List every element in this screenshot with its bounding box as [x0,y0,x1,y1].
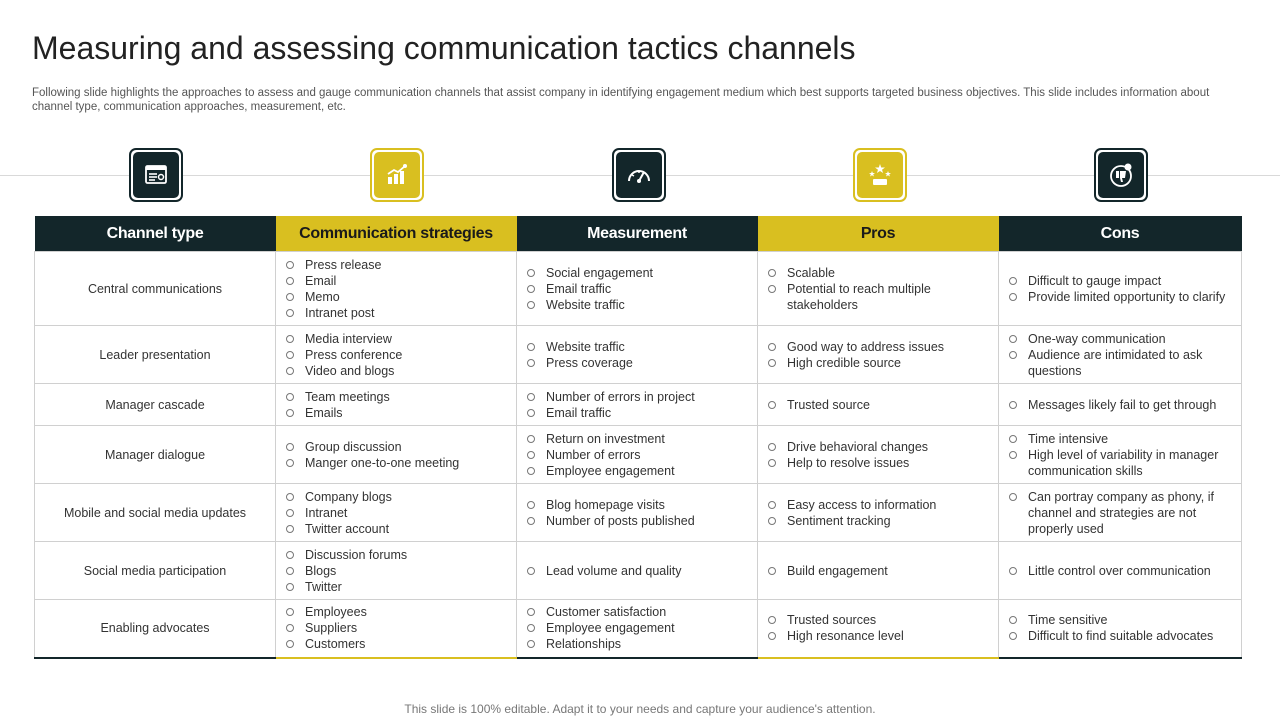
cell-strategies [276,252,517,326]
list-item: Time intensive [1009,431,1231,447]
cell-cons [999,600,1242,658]
list-item: Website traffic [527,339,747,355]
table-row [35,484,1242,542]
measurement-list [527,339,747,371]
header-communication-strategies: Communication strategies [276,216,517,252]
cons-list [1009,431,1231,479]
list-item: High resonance level [768,628,988,644]
measurement-list [527,604,747,652]
table-row [35,542,1242,600]
cell-cons [999,426,1242,484]
header-cons: Cons [999,216,1242,252]
list-item: Memo [286,289,506,305]
footer-note: This slide is 100% editable. Adapt it to your needs and capture your audience's attention. [404,702,876,716]
cell-channel-type: Manager dialogue [35,426,276,484]
cell-pros [758,384,999,426]
list-item: High level of variability in manager communication skills [1009,447,1231,479]
list-item: High credible source [768,355,988,371]
header-channel-type: Channel type [35,216,276,252]
list-item: Trusted sources [768,612,988,628]
list-item: Blog homepage visits [527,497,747,513]
cell-channel-type: Manager cascade [35,384,276,426]
cell-cons [999,326,1242,384]
list-item: Can portray company as phony, if channel and strategies are not properly used [1009,489,1231,537]
cell-measurement [517,484,758,542]
measurement-list [527,497,747,529]
list-item: Email traffic [527,281,747,297]
table-row [35,600,1242,658]
list-item: Company blogs [286,489,506,505]
cell-strategies [276,326,517,384]
table-header-row [35,216,1242,252]
cons-list [1009,563,1231,579]
page-title: Measuring and assessing communication tactics channels [32,30,856,66]
cell-cons [999,484,1242,542]
list-item: Difficult to gauge impact [1009,273,1231,289]
pros-list [768,612,988,644]
cell-strategies [276,384,517,426]
list-item: Email traffic [527,405,747,421]
list-item: Difficult to find suitable advocates [1009,628,1231,644]
cons-list [1009,397,1231,413]
table-row [35,426,1242,484]
list-item: Twitter account [286,521,506,537]
list-item: Number of errors [527,447,747,463]
cell-pros [758,252,999,326]
list-item: Press conference [286,347,506,363]
cell-channel-type: Mobile and social media updates [35,484,276,542]
pros-list [768,439,988,471]
list-item: Drive behavioral changes [768,439,988,455]
list-item: Good way to address issues [768,339,988,355]
measurement-list [527,265,747,313]
speedometer-icon [612,148,666,202]
list-item: Help to resolve issues [768,455,988,471]
cell-measurement [517,600,758,658]
list-item: Suppliers [286,620,506,636]
cell-pros [758,542,999,600]
list-item: Manger one-to-one meeting [286,455,506,471]
list-item: Return on investment [527,431,747,447]
list-item: Press coverage [527,355,747,371]
list-item: Customer satisfaction [527,604,747,620]
list-item: Number of errors in project [527,389,747,405]
list-item: Easy access to information [768,497,988,513]
cell-channel-type: Leader presentation [35,326,276,384]
list-item: Twitter [286,579,506,595]
cell-measurement [517,252,758,326]
pros-list [768,339,988,371]
cell-measurement [517,542,758,600]
list-item: Blogs [286,563,506,579]
growth-chart-icon [370,148,424,202]
list-item: Employees [286,604,506,620]
list-item: Scalable [768,265,988,281]
strategies-list [286,439,506,471]
cell-measurement [517,326,758,384]
cell-strategies [276,600,517,658]
list-item: Number of posts published [527,513,747,529]
page-subtitle: Following slide highlights the approaches to assess and gauge communication channels that assist company in identifying engagement medium which best supports targeted business objectives. This slide includes information about channel type, communication approaches, measurement, etc. [32,87,1210,113]
cell-strategies [276,542,517,600]
pros-list [768,497,988,529]
list-item: Intranet [286,505,506,521]
thumbs-down-icon [1094,148,1148,202]
pros-list [768,397,988,413]
table-row [35,326,1242,384]
strategies-list [286,604,506,652]
cell-pros [758,484,999,542]
list-item: Provide limited opportunity to clarify [1009,289,1231,305]
list-item: Video and blogs [286,363,506,379]
cons-list [1009,612,1231,644]
channels-table [34,216,1242,659]
table-row [35,252,1242,326]
list-item: Employee engagement [527,463,747,479]
list-item: Team meetings [286,389,506,405]
cons-list [1009,489,1231,537]
measurement-list [527,431,747,479]
cell-measurement [517,426,758,484]
list-item: Discussion forums [286,547,506,563]
cell-channel-type: Central communications [35,252,276,326]
pros-list [768,563,988,579]
cell-strategies [276,484,517,542]
header-pros: Pros [758,216,999,252]
strategies-list [286,257,506,321]
list-item: Employee engagement [527,620,747,636]
list-item: Messages likely fail to get through [1009,397,1231,413]
list-item: Website traffic [527,297,747,313]
cell-cons [999,384,1242,426]
list-item: Social engagement [527,265,747,281]
thumbs-up-stars-icon [853,148,907,202]
channel-document-icon [129,148,183,202]
list-item: One-way communication [1009,331,1231,347]
strategies-list [286,331,506,379]
cell-cons [999,542,1242,600]
list-item: Group discussion [286,439,506,455]
list-item: Potential to reach multiple stakeholders [768,281,988,313]
header-measurement: Measurement [517,216,758,252]
list-item: Build engagement [768,563,988,579]
list-item: Relationships [527,636,747,652]
list-item: Customers [286,636,506,652]
cons-list [1009,273,1231,305]
cell-strategies [276,426,517,484]
cell-measurement [517,384,758,426]
strategies-list [286,547,506,595]
list-item: Little control over communication [1009,563,1231,579]
list-item: Sentiment tracking [768,513,988,529]
cell-pros [758,326,999,384]
measurement-list [527,563,747,579]
cell-cons [999,252,1242,326]
strategies-list [286,489,506,537]
list-item: Email [286,273,506,289]
list-item: Trusted source [768,397,988,413]
measurement-list [527,389,747,421]
cell-pros [758,600,999,658]
list-item: Emails [286,405,506,421]
cons-list [1009,331,1231,379]
pros-list [768,265,988,313]
strategies-list [286,389,506,421]
list-item: Media interview [286,331,506,347]
list-item: Intranet post [286,305,506,321]
list-item: Press release [286,257,506,273]
list-item: Lead volume and quality [527,563,747,579]
cell-pros [758,426,999,484]
list-item: Audience are intimidated to ask questions [1009,347,1231,379]
cell-channel-type: Enabling advocates [35,600,276,658]
list-item: Time sensitive [1009,612,1231,628]
table-row [35,384,1242,426]
cell-channel-type: Social media participation [35,542,276,600]
